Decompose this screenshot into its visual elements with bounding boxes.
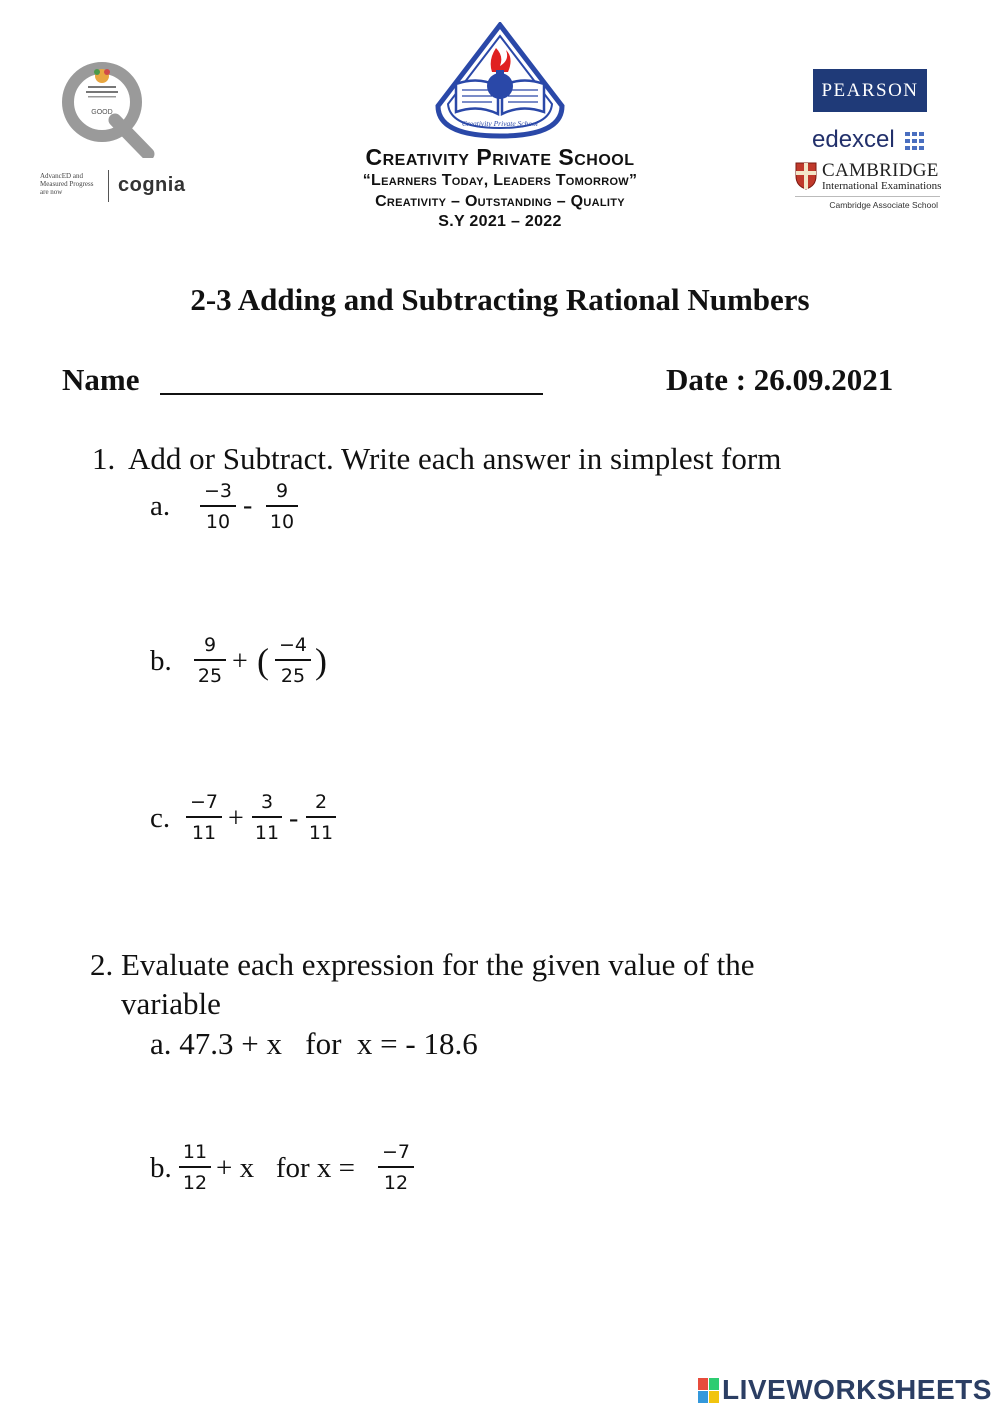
q1a-label: a.: [150, 490, 171, 522]
school-values: Creativity – Outstanding – Quality: [375, 193, 625, 210]
q1b-fraction-2: −4 25: [275, 634, 311, 687]
school-year: S.Y 2021 – 2022: [438, 213, 562, 230]
q1b-close-paren: ): [315, 641, 327, 681]
q2b-fraction-1: 11 12: [179, 1141, 211, 1194]
question-2-number: 2.: [90, 947, 114, 982]
q1b-label: b.: [150, 645, 172, 677]
cambridge-subtitle: International Examinations: [822, 180, 942, 192]
q2a-expression: a. 47.3 + x for x = - 18.6: [150, 1026, 478, 1061]
liveworksheets-icon: [698, 1378, 720, 1404]
q1a-fraction-2: 9 10: [266, 480, 298, 533]
date-label: Date : 26.09.2021: [666, 362, 894, 397]
q1c-fraction-1: −7 11: [186, 791, 222, 844]
q2b-fraction-2: −7 12: [378, 1141, 414, 1194]
q1c-fraction-3: 2 11: [306, 791, 336, 844]
svg-text:Creativity Private School: Creativity Private School: [462, 119, 538, 128]
question-2-text-line-1: Evaluate each expression for the given value of the: [121, 947, 755, 982]
q1b-operator: +: [232, 646, 248, 677]
svg-text:GOOD: GOOD: [91, 109, 113, 116]
advanced-text: AdvancED and Measured Progress are now: [40, 172, 94, 196]
q1c-operator-2: -: [289, 803, 299, 834]
pearson-logo: PEARSON: [813, 69, 927, 112]
name-label: Name: [62, 362, 140, 397]
q1c-operator-1: +: [228, 803, 244, 834]
edexcel-dots-icon: [905, 132, 929, 150]
q2b-expression: + x for x =: [216, 1152, 356, 1184]
cambridge-associate: Cambridge Associate School: [829, 200, 938, 210]
edexcel-logo: edexcel: [812, 126, 895, 153]
worksheet-title: 2-3 Adding and Subtracting Rational Numbers: [190, 282, 810, 317]
q1b-fraction-1: 9 25: [194, 634, 226, 687]
school-motto: “Learners Today, Leaders Tomorrow”: [362, 172, 638, 189]
question-2-text-line-2: variable: [121, 986, 221, 1021]
cambridge-shield-icon: [795, 162, 817, 190]
q1a-operator: -: [243, 490, 253, 521]
question-1-text: Add or Subtract. Write each answer in simplest form: [128, 441, 782, 476]
cognia-logo: cognia: [118, 174, 186, 196]
logo-divider: [108, 170, 109, 202]
school-crest: [434, 22, 566, 140]
q1c-label: c.: [150, 802, 171, 834]
q1b-open-paren: (: [257, 641, 269, 681]
school-name: Creativity Private School: [365, 144, 635, 170]
name-answer-line[interactable]: [160, 393, 543, 395]
liveworksheets-brand[interactable]: LIVEWORKSHEETS: [722, 1374, 992, 1405]
q-rating-logo: [60, 58, 155, 158]
cambridge-divider: [795, 196, 940, 197]
question-1-number: 1.: [92, 441, 116, 476]
q2b-label: b.: [150, 1152, 172, 1184]
q1a-fraction-1: −3 10: [200, 480, 236, 533]
q1c-fraction-2: 3 11: [252, 791, 282, 844]
cambridge-logo: CAMBRIDGE: [822, 160, 939, 181]
